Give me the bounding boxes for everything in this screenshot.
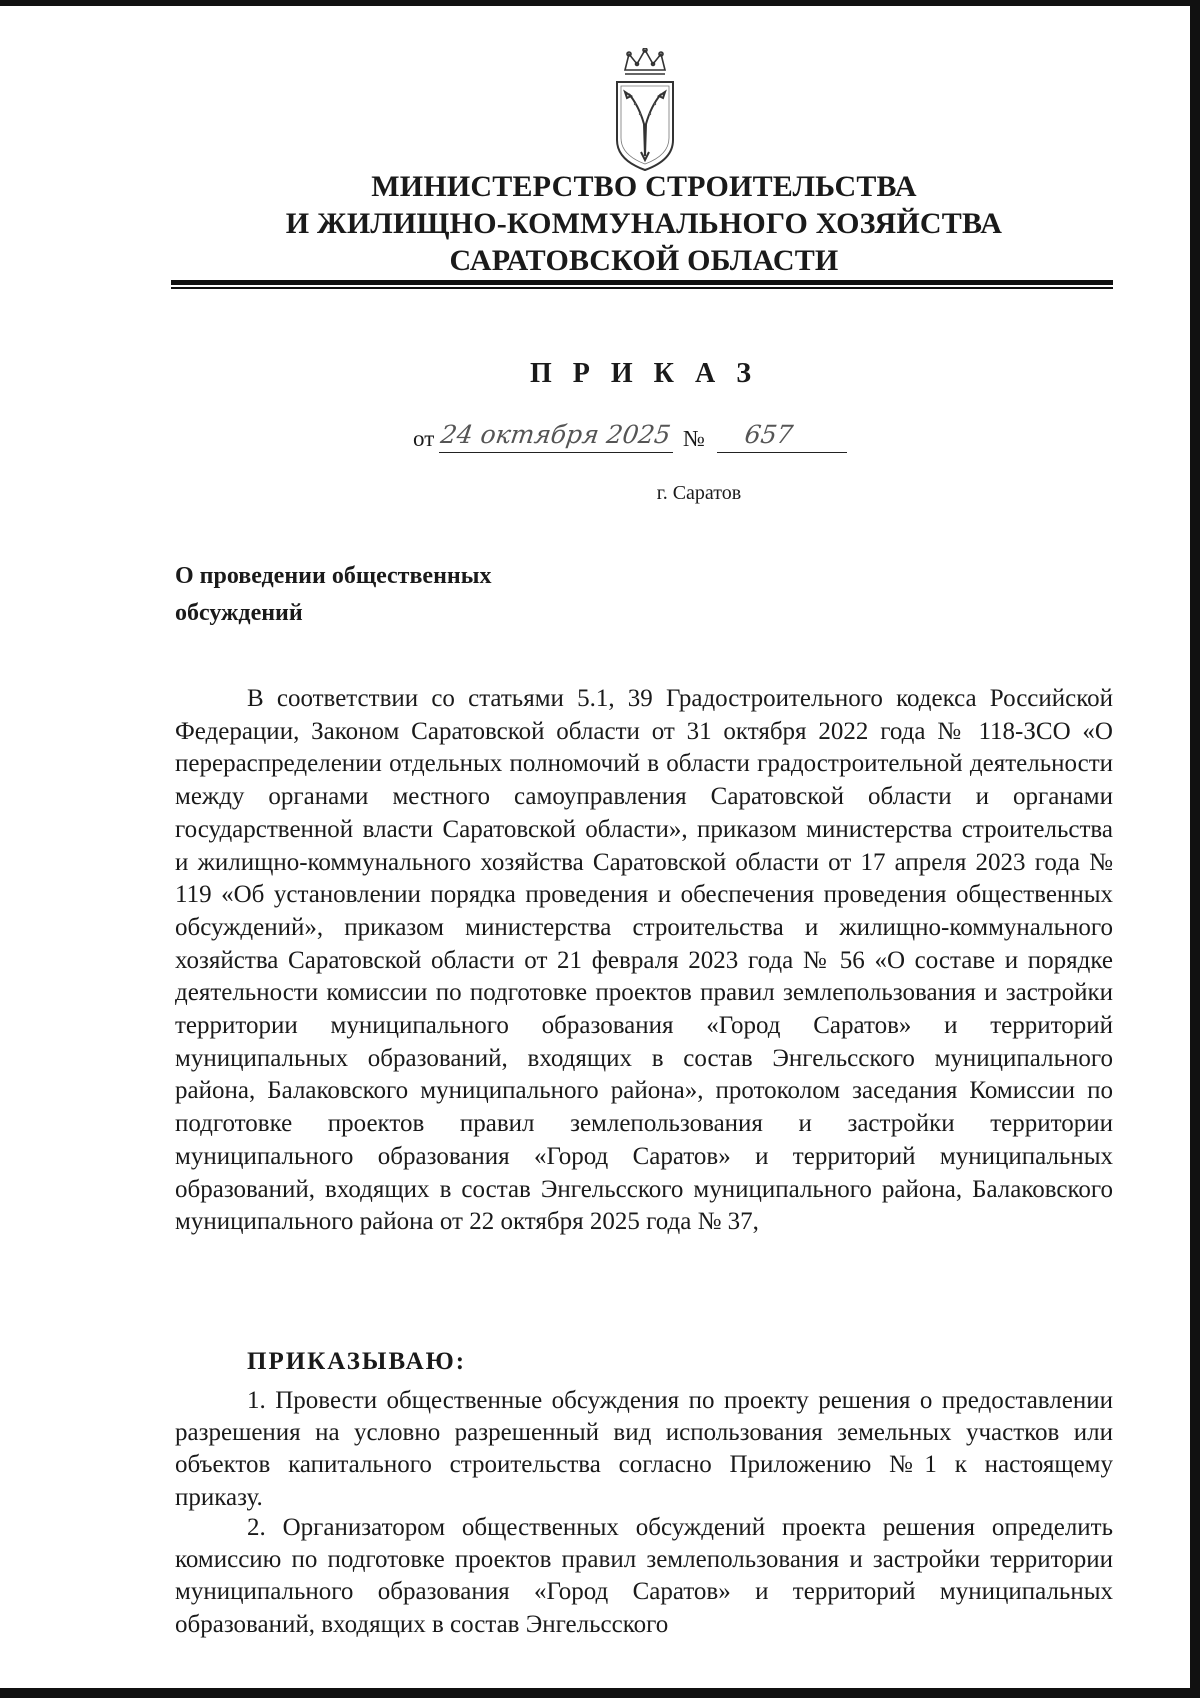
scan-border-bottom: [0, 1688, 1200, 1698]
handwritten-number: 657: [742, 420, 795, 449]
subject-line: обсуждений: [175, 600, 303, 626]
order-date-number: [413, 422, 883, 456]
decree-heading: ПРИКАЗЫВАЮ:: [247, 1348, 467, 1375]
decree-item: 1. Провести общественные обсуждения по проекту решения о предоставлении разрешения на условно разрешенный вид использования земельных участков или объектов капитального строительства согласно Приложению №1 к настоящему приказу.: [175, 1387, 1113, 1511]
preamble-paragraph: В соответствии со статьями 5.1, 39 Градостроительного кодекса Российской Федерации, Законом Саратовской области от 31 октября 2022 года № 118-ЗСО «О перераспределении отдельных полномочий в области градостроительной деятельности между органами местного самоуправления Саратовской области и органами государственной власти Саратовской области», приказом министерства строительства и жилищно-коммунального хозяйства Саратовской области от 17 апреля 2023 года № 119 «Об установлении порядка проведения и обеспечения проведения общественных обсуждений», приказом министерства строительства и жилищно-коммунального хозяйства Саратовской области от 21 февраля 2023 года № 56 «О составе и порядке деятельности комиссии по подготовке проектов правил землепользования и застройки территории муниципального образования «Город Саратов» и территорий муниципальных образований, входящих в состав Энгельсского муниципального района, Балаковского муниципального района», протоколом заседания Комиссии по подготовке проектов правил землепользования и застройки территории муниципального образования «Город Саратов» и территорий муниципальных образований, входящих в состав Энгельсского муниципального района, Балаковского муниципального района от 22 октября 2025 года № 37,: [175, 685, 1113, 1236]
date-underline: [439, 452, 673, 453]
scan-border-top: [0, 0, 1200, 6]
date-prefix: от: [413, 426, 435, 451]
ministry-line: И ЖИЛИЩНО-КОММУНАЛЬНОГО ХОЗЯЙСТВА: [285, 207, 1003, 240]
ministry-line: МИНИСТЕРСТВО СТРОИТЕЛЬСТВА: [371, 170, 917, 203]
order-subject: [175, 558, 491, 632]
number-sign: №: [683, 426, 705, 451]
number-underline: [717, 452, 847, 453]
ministry-name: [175, 168, 1113, 279]
subject-line: О проведении общественных: [175, 563, 492, 589]
ministry-line: САРАТОВСКОЙ ОБЛАСТИ: [449, 244, 839, 277]
header-rule-thin: [171, 287, 1113, 289]
saratov-coat-of-arms-icon: [595, 48, 695, 173]
scan-border-right: [1190, 0, 1200, 1698]
decree-item: 2. Организатором общественных обсуждений проекта решения определить комиссию по подготовке проектов правил землепользования и застройки территории муниципального образования «Город Саратов» и территорий муниципальных образований, входящих в состав Энгельсского: [175, 1514, 1113, 1638]
header-rule-thick: [171, 280, 1113, 285]
document-type-title: П Р И К А З: [530, 358, 758, 389]
city-line: г. Саратов: [656, 482, 742, 504]
handwritten-date: 24 октября 2025: [438, 420, 673, 449]
